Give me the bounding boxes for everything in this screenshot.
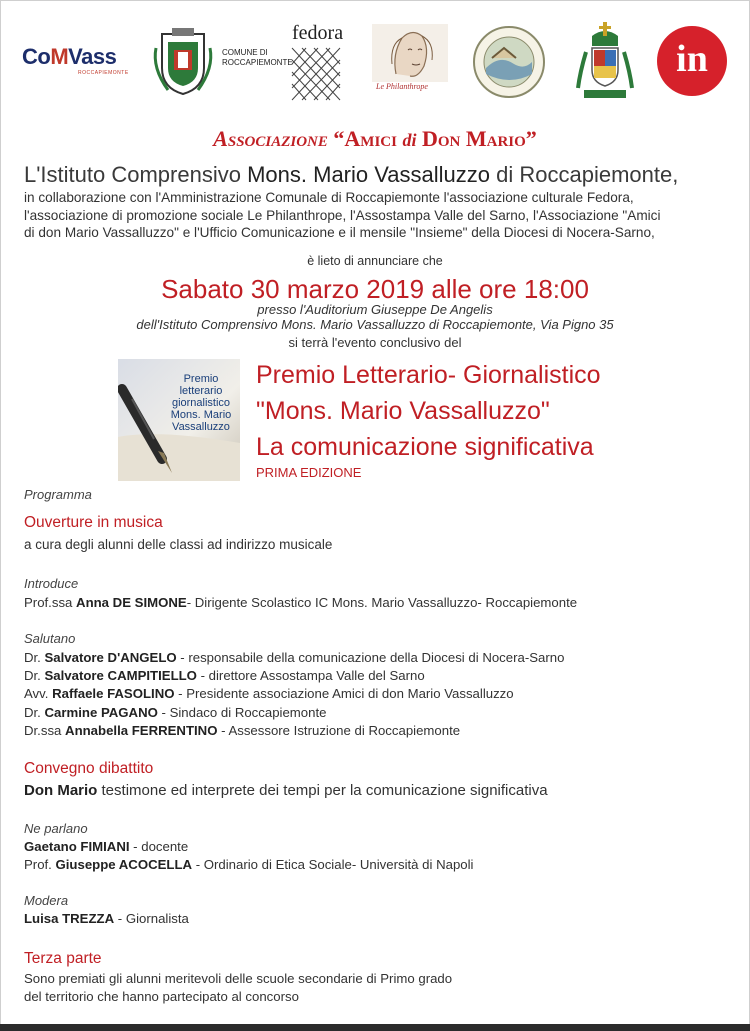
person-title: Avv. bbox=[24, 686, 53, 702]
premio-title bbox=[256, 357, 601, 465]
association-prefix: Associazione bbox=[213, 126, 328, 151]
insieme-text: in bbox=[676, 38, 708, 80]
person-role: - docente bbox=[129, 839, 189, 854]
person-role: - Dirigente Scolastico IC Mons. Mario Vassalluzzo- Roccapiemonte bbox=[186, 595, 578, 610]
person-name: Giuseppe ACOCELLA bbox=[55, 857, 193, 873]
neparlano-item bbox=[24, 838, 474, 856]
person-name: Gaetano FIMIANI bbox=[24, 839, 130, 854]
book-line-3: giornalistico bbox=[171, 397, 231, 409]
salutano-label: Salutano bbox=[24, 631, 76, 646]
diocese-crest-icon bbox=[572, 22, 638, 100]
book-line-4: Mons. Mario bbox=[170, 409, 232, 421]
association-title bbox=[0, 126, 750, 152]
assostampa-logo bbox=[470, 24, 548, 100]
book-line-2: letterario bbox=[179, 385, 223, 397]
salutano-list bbox=[24, 649, 564, 740]
neparlano-label: Ne parlano bbox=[24, 821, 88, 836]
venue-line-2: dell'Istituto Comprensivo Mons. Mario Vassalluzzo di Roccapiemonte, Via Pigno 35 bbox=[136, 316, 614, 332]
istituto-text-a: L'Istituto Comprensivo bbox=[24, 162, 248, 187]
person-role: - Presidente associazione Amici di don Mario Vassalluzzo bbox=[174, 686, 514, 702]
event-date: Sabato 30 marzo 2019 alle ore 18:00 bbox=[161, 274, 589, 304]
person-role: - Assessore Istruzione di Roccapiemonte bbox=[217, 722, 461, 738]
convegno-subject: testimone ed interprete dei tempi per la comunicazione significativa bbox=[97, 782, 548, 799]
collab-line-2: l'associazione di promozione sociale Le Philanthrope, l'Assostampa Valle del Sarno, l'Associazione "Amici bbox=[24, 207, 661, 223]
event-intro: si terrà l'evento conclusivo del bbox=[288, 335, 462, 350]
person-role: - Ordinario di Etica Sociale- Università di Napoli bbox=[192, 857, 474, 873]
convegno-text bbox=[24, 782, 548, 799]
salutano-item bbox=[24, 685, 564, 703]
person-role: - responsabile della comunicazione della Diocesi di Nocera-Sarno bbox=[176, 650, 565, 665]
programma-label: Programma bbox=[24, 487, 92, 502]
terza-line-1: Sono premiati gli alunni meritevoli delle scuole secondarie di Primo grado bbox=[24, 971, 453, 986]
person-name: Carmine PAGANO bbox=[44, 704, 158, 720]
premio-line-1: Premio Letterario- Giornalistico bbox=[256, 361, 601, 389]
ouverture-title: Ouverture in musica bbox=[24, 514, 163, 531]
book-line-5: Vassalluzzo bbox=[172, 421, 230, 433]
person-name: Salvatore CAMPITIELLO bbox=[44, 668, 197, 684]
convegno-title: Convegno dibattito bbox=[24, 760, 154, 777]
coat-of-arms-icon bbox=[148, 28, 218, 98]
istituto-text-b: Mons. bbox=[247, 162, 307, 187]
philanthrope-name: Le Philanthrope bbox=[376, 82, 428, 91]
introduce-label: Introduce bbox=[24, 576, 79, 591]
person-role: - Giornalista bbox=[114, 911, 189, 926]
terza-text bbox=[24, 970, 452, 1006]
introduce-item bbox=[24, 594, 577, 612]
salutano-item bbox=[24, 649, 564, 667]
salutano-item bbox=[24, 667, 564, 685]
diocesi-logo bbox=[572, 22, 638, 100]
premio-line-2: "Mons. Mario Vassalluzzo" bbox=[256, 397, 550, 425]
insieme-logo bbox=[656, 25, 728, 97]
person-name: Salvatore D'ANGELO bbox=[44, 650, 177, 665]
person-title: Dr. bbox=[24, 650, 45, 665]
comvass-name-mid: M bbox=[50, 44, 69, 69]
salutano-item bbox=[24, 722, 564, 740]
comvass-logo bbox=[22, 44, 129, 84]
comvass-name-right: Vass bbox=[68, 44, 117, 69]
salutano-item bbox=[24, 704, 564, 722]
introduce-list bbox=[24, 594, 577, 612]
convegno-name: Don Mario bbox=[24, 782, 98, 799]
comune-line1: COMUNE DI bbox=[222, 48, 268, 57]
person-role: - direttore Assostampa Valle del Sarno bbox=[196, 668, 425, 684]
collab-line-1: in collaborazione con l'Amministrazione Comunale di Roccapiemonte l'associazione culturale Fedora, bbox=[24, 190, 634, 205]
person-title: Dr. bbox=[24, 668, 45, 684]
modera-item bbox=[24, 910, 189, 928]
person-name: Anna DE SIMONE bbox=[76, 595, 187, 610]
association-name-di: di bbox=[402, 130, 417, 150]
person-title: Prof.ssa bbox=[24, 595, 77, 610]
fedora-pattern-icon bbox=[290, 46, 342, 102]
modera-label: Modera bbox=[24, 893, 69, 908]
venue-line-1: presso l'Auditorium Giuseppe De Angelis bbox=[257, 302, 493, 317]
fedora-logo bbox=[290, 22, 345, 102]
person-name: Annabella FERRENTINO bbox=[65, 722, 218, 738]
istituto-text-d: di Roccapiemonte, bbox=[490, 162, 679, 187]
ouverture-text: a cura degli alunni delle classi ad indirizzo musicale bbox=[24, 537, 333, 552]
comune-logo bbox=[148, 28, 293, 98]
person-role: - Sindaco di Roccapiemonte bbox=[157, 704, 327, 720]
neparlano-item bbox=[24, 856, 474, 874]
person-title: Dr. bbox=[24, 704, 45, 720]
premio-line-3: La comunicazione significativa bbox=[256, 433, 594, 461]
person-title: Prof. bbox=[24, 857, 56, 873]
event-venue bbox=[0, 303, 750, 332]
person-name: Luisa TREZZA bbox=[24, 911, 115, 926]
collab-line-3: di don Mario Vassalluzzo" e l'Ufficio Comunicazione e il mensile "Insieme" della Diocesi di Nocera-Sarno, bbox=[24, 225, 655, 240]
person-name: Raffaele FASOLINO bbox=[52, 686, 175, 702]
terza-title: Terza parte bbox=[24, 950, 102, 967]
association-name-b: Don Mario” bbox=[421, 126, 537, 151]
terza-line-2: del territorio che hanno partecipato al concorso bbox=[24, 989, 299, 1005]
comune-line2: ROCCAPIEMONTE bbox=[222, 58, 293, 67]
portrait-sketch-icon bbox=[372, 24, 448, 82]
comvass-sub: ROCCAPIEMONTE bbox=[78, 70, 129, 76]
istituto-line bbox=[24, 162, 678, 188]
modera-list bbox=[24, 910, 189, 928]
book-line-1: Premio bbox=[183, 373, 219, 385]
collaboration-text bbox=[24, 189, 728, 242]
announcement-text: è lieto di annunciare che bbox=[307, 254, 443, 268]
assostampa-seal-icon bbox=[470, 24, 548, 100]
association-name-a: “Amici bbox=[333, 126, 397, 151]
person-title: Dr.ssa bbox=[24, 722, 66, 738]
premio-book-image bbox=[118, 359, 240, 481]
philanthrope-logo bbox=[372, 24, 448, 98]
premio-edition: PRIMA EDIZIONE bbox=[256, 465, 362, 480]
fedora-name: fedora bbox=[292, 22, 344, 44]
comvass-name-left: Co bbox=[22, 44, 51, 69]
neparlano-list bbox=[24, 838, 474, 874]
istituto-text-c: Mario Vassalluzzo bbox=[307, 162, 490, 187]
bottom-border bbox=[0, 1024, 750, 1031]
